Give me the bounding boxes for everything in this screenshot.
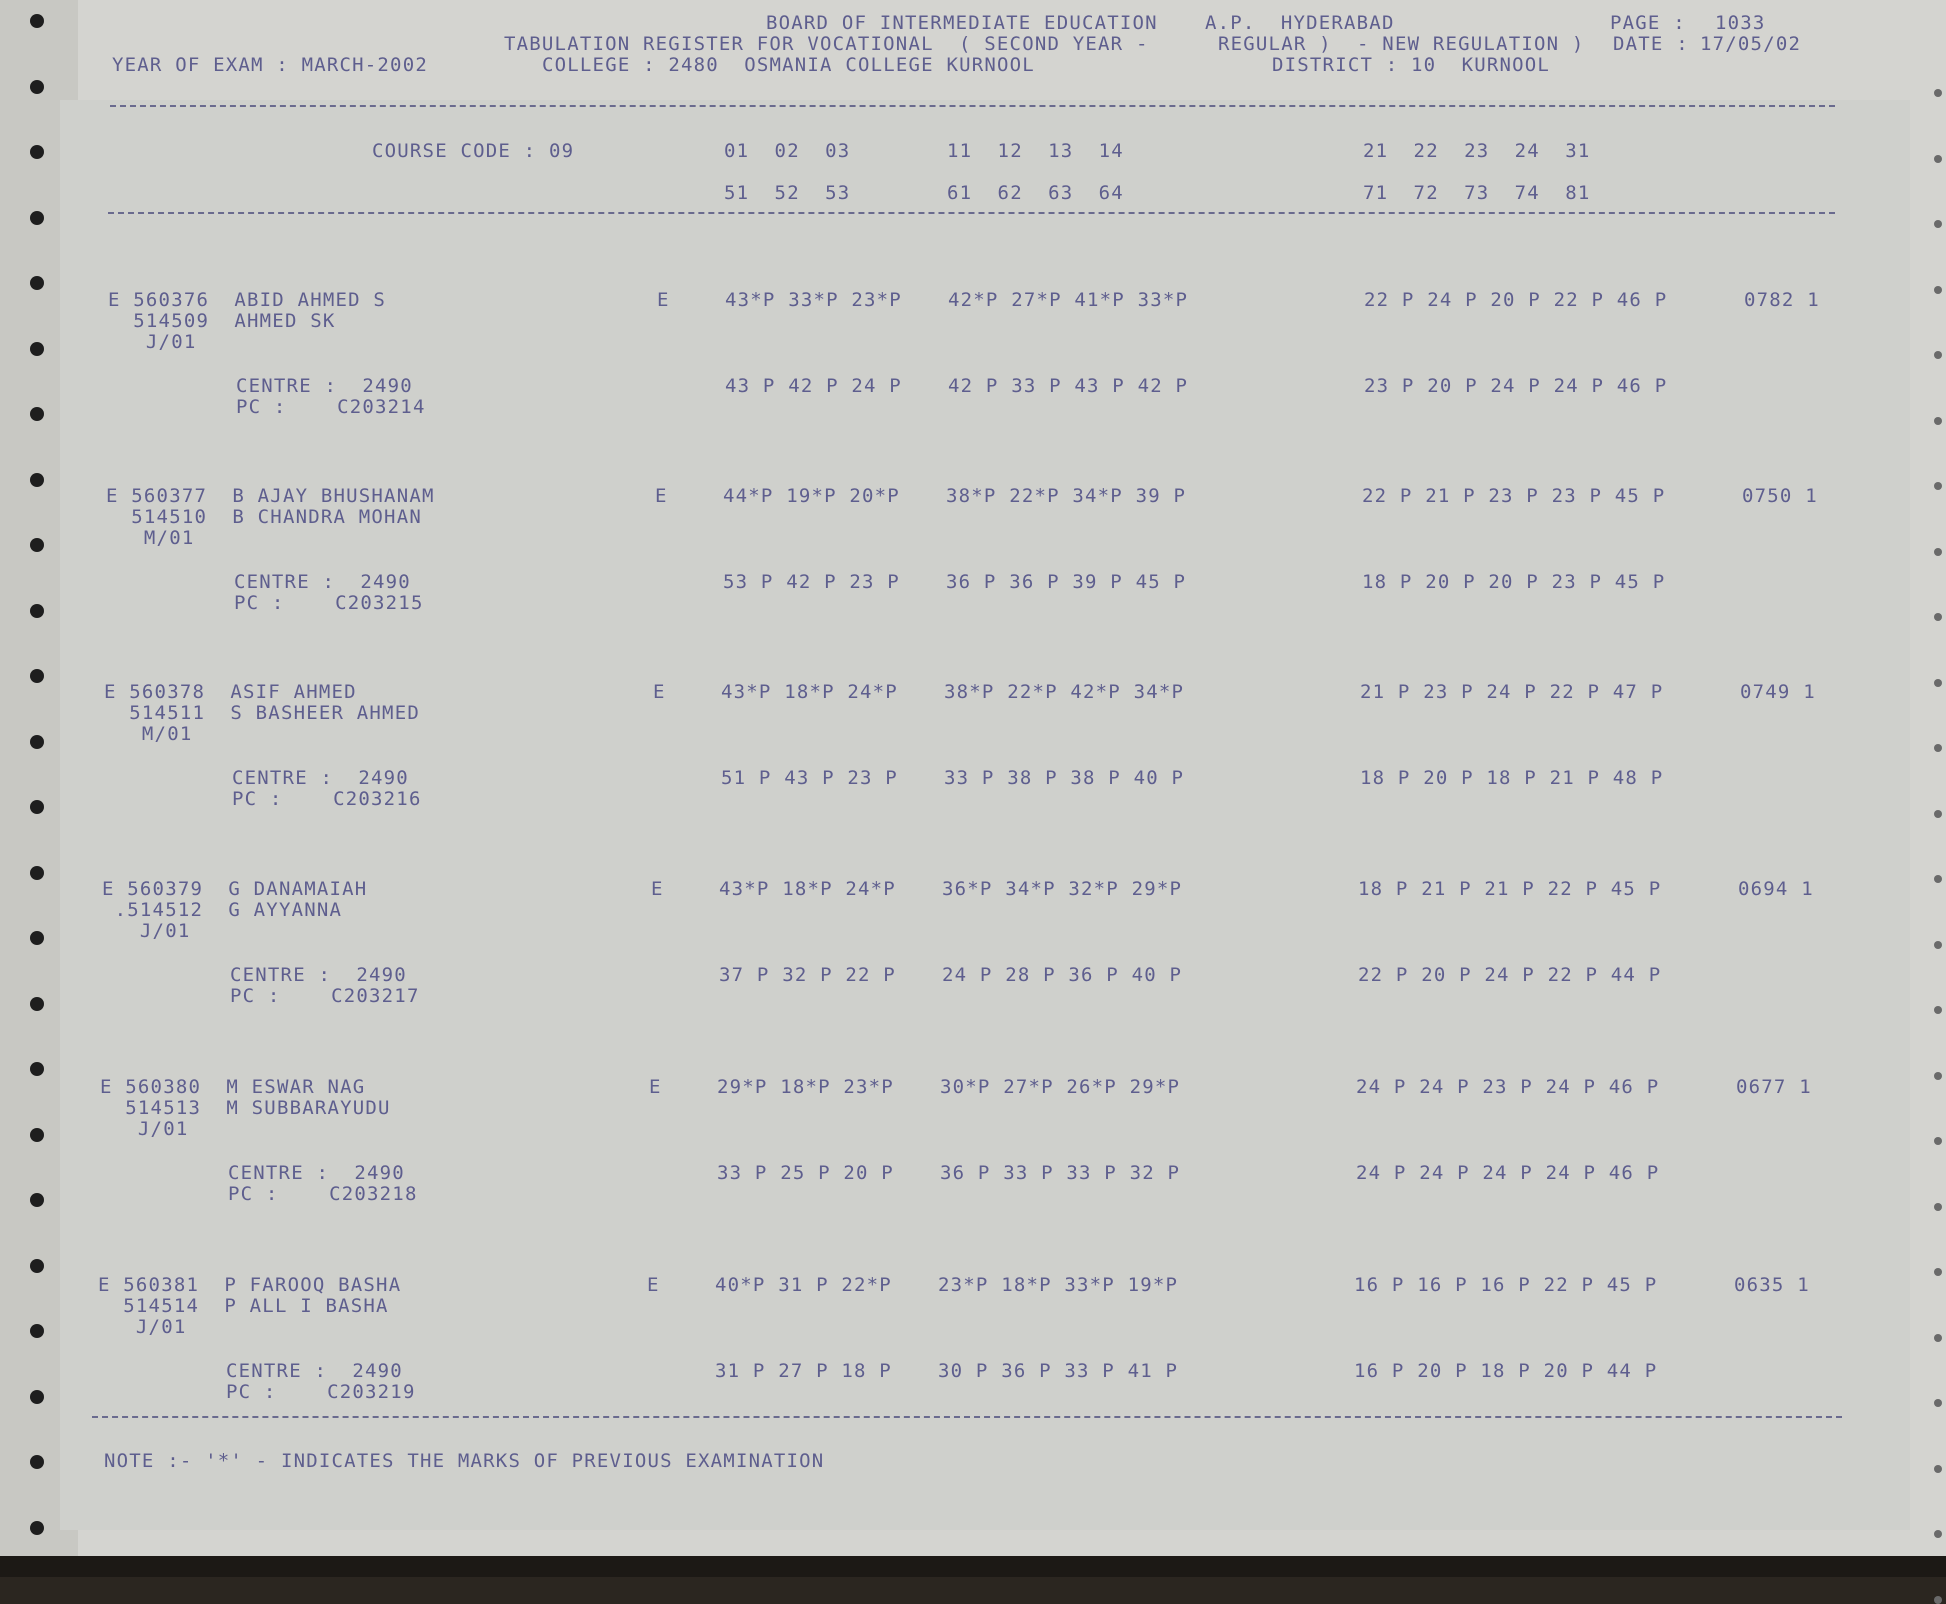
total-result: 0635 1	[1734, 1274, 1810, 1296]
feed-hole	[30, 735, 44, 749]
feed-hole	[1934, 351, 1942, 359]
feed-hole	[30, 1390, 44, 1404]
student-id-name: E 560376 ABID AHMED S	[108, 289, 387, 311]
student-id-name: E 560379 G DANAMAIAH	[102, 878, 368, 900]
second-year-group2-marks: 42 P 33 P 43 P 42 P	[948, 375, 1189, 397]
feed-hole	[1934, 1596, 1942, 1604]
feed-hole	[30, 1521, 44, 1535]
feed-hole	[30, 1128, 44, 1142]
col-head-1-g2: 11 12 13 14	[947, 140, 1124, 162]
second-year-group3-marks: 23 P 20 P 24 P 24 P 46 P	[1364, 375, 1668, 397]
col-head-2-g2: 61 62 63 64	[947, 182, 1124, 204]
second-year-group1-marks: 43 P 42 P 24 P	[725, 375, 902, 397]
feed-hole	[1934, 286, 1942, 294]
feed-hole	[30, 407, 44, 421]
feed-hole	[30, 276, 44, 290]
feed-hole	[30, 604, 44, 618]
group-code: J/01	[100, 1118, 189, 1140]
first-year-group1-marks: 29*P 18*P 23*P	[717, 1076, 894, 1098]
medium: E	[647, 1274, 660, 1296]
first-year-group1-marks: 43*P 33*P 23*P	[725, 289, 902, 311]
feed-hole	[30, 800, 44, 814]
roll-father-name: 514513 M SUBBARAYUDU	[100, 1097, 391, 1119]
pc-code: PC : C203216	[232, 788, 422, 810]
feed-hole	[30, 538, 44, 552]
feed-hole	[30, 931, 44, 945]
second-year-group2-marks: 30 P 36 P 33 P 41 P	[938, 1360, 1179, 1382]
feed-hole	[30, 669, 44, 683]
pc-code: PC : C203218	[228, 1183, 418, 1205]
second-year-group1-marks: 51 P 43 P 23 P	[721, 767, 898, 789]
feed-hole	[1934, 941, 1942, 949]
total-result: 0694 1	[1738, 878, 1814, 900]
regulation: REGULAR ) - NEW REGULATION )	[1218, 33, 1585, 55]
feed-hole	[1934, 417, 1942, 425]
second-year-group3-marks: 16 P 20 P 18 P 20 P 44 P	[1354, 1360, 1658, 1382]
second-year-group1-marks: 53 P 42 P 23 P	[723, 571, 900, 593]
feed-hole	[30, 473, 44, 487]
medium: E	[655, 485, 668, 507]
course-code: COURSE CODE : 09	[372, 140, 575, 162]
feed-hole	[1934, 1137, 1942, 1145]
college: COLLEGE : 2480 OSMANIA COLLEGE KURNOOL	[542, 54, 1035, 76]
student-id-name: E 560380 M ESWAR NAG	[100, 1076, 366, 1098]
feed-hole	[1934, 744, 1942, 752]
col-head-1-g3: 21 22 23 24 31	[1363, 140, 1591, 162]
exam-year: YEAR OF EXAM : MARCH-2002	[112, 54, 428, 76]
medium: E	[653, 681, 666, 703]
divider	[110, 105, 1835, 107]
col-head-2-g3: 71 72 73 74 81	[1363, 182, 1591, 204]
district: DISTRICT : 10 KURNOOL	[1272, 54, 1551, 76]
pc-code: PC : C203219	[226, 1381, 416, 1403]
feed-hole	[1934, 1465, 1942, 1473]
feed-hole	[1934, 1399, 1942, 1407]
first-year-group2-marks: 36*P 34*P 32*P 29*P	[942, 878, 1183, 900]
feed-hole	[30, 80, 44, 94]
first-year-group3-marks: 21 P 23 P 24 P 22 P 47 P	[1360, 681, 1664, 703]
register-title: TABULATION REGISTER FOR VOCATIONAL ( SECOND YEAR -	[504, 33, 1149, 55]
feed-hole	[1934, 679, 1942, 687]
total-result: 0749 1	[1740, 681, 1816, 703]
feed-hole	[1934, 1072, 1942, 1080]
feed-hole	[1934, 1334, 1942, 1342]
group-code: M/01	[106, 527, 195, 549]
centre-code: CENTRE : 2490	[230, 964, 407, 986]
feed-hole	[1934, 220, 1942, 228]
feed-hole	[30, 1324, 44, 1338]
feed-hole	[30, 14, 44, 28]
feed-hole	[30, 866, 44, 880]
pc-code: PC : C203215	[234, 592, 424, 614]
second-year-group2-marks: 36 P 36 P 39 P 45 P	[946, 571, 1187, 593]
feed-hole	[1934, 1268, 1942, 1276]
second-year-group2-marks: 33 P 38 P 38 P 40 P	[944, 767, 1185, 789]
feed-hole	[1934, 89, 1942, 97]
feed-hole	[1934, 548, 1942, 556]
first-year-group3-marks: 22 P 21 P 23 P 23 P 45 P	[1362, 485, 1666, 507]
feed-hole	[30, 342, 44, 356]
student-id-name: E 560381 P FAROOQ BASHA	[98, 1274, 402, 1296]
total-result: 0750 1	[1742, 485, 1818, 507]
group-code: J/01	[98, 1316, 187, 1338]
centre-code: CENTRE : 2490	[226, 1360, 403, 1382]
feed-hole	[1934, 613, 1942, 621]
feed-hole	[30, 1259, 44, 1273]
student-id-name: E 560377 B AJAY BHUSHANAM	[106, 485, 435, 507]
first-year-group3-marks: 22 P 24 P 20 P 22 P 46 P	[1364, 289, 1668, 311]
roll-father-name: .514512 G AYYANNA	[102, 899, 343, 921]
roll-father-name: 514514 P ALL I BASHA	[98, 1295, 389, 1317]
second-year-group2-marks: 36 P 33 P 33 P 32 P	[940, 1162, 1181, 1184]
first-year-group2-marks: 23*P 18*P 33*P 19*P	[938, 1274, 1179, 1296]
pc-code: PC : C203214	[236, 396, 426, 418]
feed-hole	[1934, 810, 1942, 818]
col-head-1-g1: 01 02 03	[724, 140, 851, 162]
date-value: 17/05/02	[1700, 33, 1802, 55]
group-code: M/01	[104, 723, 193, 745]
feed-hole	[30, 1062, 44, 1076]
feed-hole	[1934, 1006, 1942, 1014]
feed-hole	[1934, 1203, 1942, 1211]
centre-code: CENTRE : 2490	[234, 571, 411, 593]
first-year-group2-marks: 30*P 27*P 26*P 29*P	[940, 1076, 1181, 1098]
medium: E	[649, 1076, 662, 1098]
feed-hole	[1934, 482, 1942, 490]
roll-father-name: 514511 S BASHEER AHMED	[104, 702, 420, 724]
second-year-group3-marks: 18 P 20 P 20 P 23 P 45 P	[1362, 571, 1666, 593]
roll-father-name: 514510 B CHANDRA MOHAN	[106, 506, 422, 528]
state-city: A.P. HYDERABAD	[1205, 12, 1395, 34]
feed-hole	[30, 997, 44, 1011]
feed-hole	[30, 1455, 44, 1469]
first-year-group3-marks: 18 P 21 P 21 P 22 P 45 P	[1358, 878, 1662, 900]
first-year-group1-marks: 40*P 31 P 22*P	[715, 1274, 892, 1296]
feed-hole	[1934, 1530, 1942, 1538]
medium: E	[657, 289, 670, 311]
second-year-group2-marks: 24 P 28 P 36 P 40 P	[942, 964, 1183, 986]
second-year-group3-marks: 18 P 20 P 18 P 21 P 48 P	[1360, 767, 1664, 789]
first-year-group2-marks: 38*P 22*P 42*P 34*P	[944, 681, 1185, 703]
total-result: 0782 1	[1744, 289, 1820, 311]
centre-code: CENTRE : 2490	[232, 767, 409, 789]
page-label: PAGE :	[1610, 12, 1686, 34]
first-year-group1-marks: 43*P 18*P 24*P	[721, 681, 898, 703]
col-head-2-g1: 51 52 53	[724, 182, 851, 204]
first-year-group1-marks: 43*P 18*P 24*P	[719, 878, 896, 900]
pc-code: PC : C203217	[230, 985, 420, 1007]
feed-hole	[30, 145, 44, 159]
divider	[108, 212, 1835, 214]
page-number: 1033	[1715, 12, 1766, 34]
roll-father-name: 514509 AHMED SK	[108, 310, 336, 332]
first-year-group1-marks: 44*P 19*P 20*P	[723, 485, 900, 507]
table-surface	[0, 1556, 1946, 1577]
feed-hole	[1934, 155, 1942, 163]
first-year-group2-marks: 38*P 22*P 34*P 39 P	[946, 485, 1187, 507]
group-code: J/01	[108, 331, 197, 353]
medium: E	[651, 878, 664, 900]
second-year-group3-marks: 22 P 20 P 24 P 22 P 44 P	[1358, 964, 1662, 986]
date-label: DATE :	[1613, 33, 1689, 55]
footnote: NOTE :- '*' - INDICATES THE MARKS OF PREVIOUS EXAMINATION	[104, 1450, 825, 1472]
divider	[92, 1416, 1842, 1418]
first-year-group3-marks: 16 P 16 P 16 P 22 P 45 P	[1354, 1274, 1658, 1296]
first-year-group3-marks: 24 P 24 P 23 P 24 P 46 P	[1356, 1076, 1660, 1098]
second-year-group1-marks: 33 P 25 P 20 P	[717, 1162, 894, 1184]
total-result: 0677 1	[1736, 1076, 1812, 1098]
centre-code: CENTRE : 2490	[236, 375, 413, 397]
feed-hole	[30, 211, 44, 225]
board-name: BOARD OF INTERMEDIATE EDUCATION	[766, 12, 1158, 34]
second-year-group3-marks: 24 P 24 P 24 P 24 P 46 P	[1356, 1162, 1660, 1184]
feed-hole	[1934, 875, 1942, 883]
first-year-group2-marks: 42*P 27*P 41*P 33*P	[948, 289, 1189, 311]
centre-code: CENTRE : 2490	[228, 1162, 405, 1184]
second-year-group1-marks: 31 P 27 P 18 P	[715, 1360, 892, 1382]
second-year-group1-marks: 37 P 32 P 22 P	[719, 964, 896, 986]
student-id-name: E 560378 ASIF AHMED	[104, 681, 357, 703]
feed-hole	[30, 1193, 44, 1207]
group-code: J/01	[102, 920, 191, 942]
